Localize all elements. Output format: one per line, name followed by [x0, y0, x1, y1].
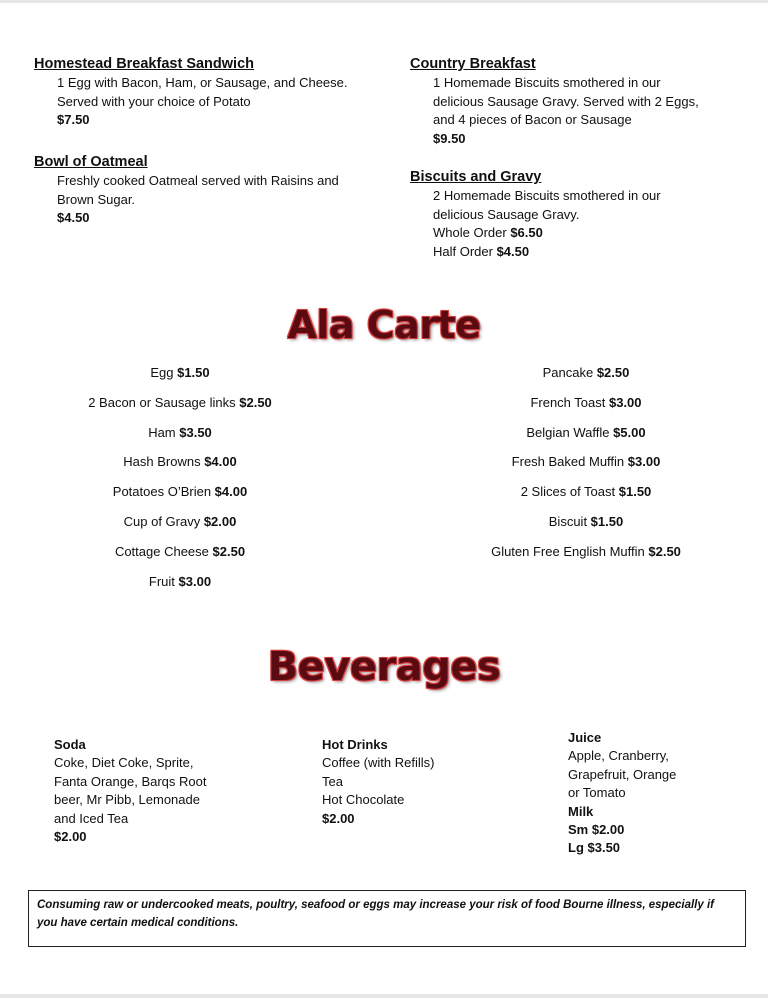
food-safety-notice: Consuming raw or undercooked meats, poultry, seafood or eggs may increase your risk of food Bourne illness, especially if you have certain medical conditions.	[28, 890, 746, 947]
half-order-label: Half Order	[433, 243, 497, 259]
item-name: French Toast	[530, 394, 609, 410]
milk-title: Milk	[568, 803, 594, 819]
list-item	[30, 481, 330, 511]
item-desc-line: and 4 pieces of Bacon or Sausage	[433, 112, 632, 127]
item-name: Potatoes O’Brien	[112, 484, 215, 500]
whole-order-label: Whole Order	[433, 225, 511, 240]
item-name: Fruit	[148, 573, 179, 589]
item-price: $9.50	[433, 130, 466, 146]
list-item	[30, 571, 330, 601]
item-name: 2 Bacon or Sausage links	[88, 394, 240, 410]
beverage-line: or Tomato	[568, 785, 626, 801]
list-item	[30, 451, 330, 481]
list-item	[30, 392, 330, 422]
item-name: 2 Slices of Toast	[520, 484, 619, 500]
menu-item-country-breakfast	[410, 55, 750, 148]
list-item	[436, 362, 736, 392]
item-price: $2.50	[239, 394, 272, 410]
beverage-title: Soda	[54, 737, 86, 752]
item-price: $2.50	[648, 543, 681, 559]
item-price: $1.50	[590, 513, 624, 529]
item-title: Country Breakfast	[410, 56, 536, 72]
item-desc-line: 2 Homemade Biscuits smothered in our	[433, 188, 661, 203]
beverage-line: Coke, Diet Coke, Sprite,	[54, 755, 194, 771]
item-price: $2.50	[596, 365, 630, 380]
item-name: Cottage Cheese	[114, 543, 213, 559]
half-order-line	[410, 243, 750, 262]
beverage-line: Tea	[322, 773, 343, 789]
list-item	[30, 511, 330, 541]
item-price: $1.50	[177, 365, 210, 380]
page-bottom-edge	[0, 994, 768, 998]
page-top-edge	[0, 0, 768, 3]
item-price: $3.50	[179, 424, 212, 440]
beverage-price: $2.00	[54, 829, 87, 845]
beverage-price: $2.00	[322, 810, 355, 826]
beverage-line: Apple, Cranberry,	[568, 748, 669, 764]
item-price: $3.00	[178, 573, 212, 589]
item-price: $4.00	[204, 454, 237, 470]
item-title: Homestead Breakfast Sandwich	[34, 56, 254, 72]
list-item	[30, 362, 330, 392]
list-item	[30, 422, 330, 452]
half-order-price: $4.50	[496, 243, 530, 259]
item-desc-line: 1 Homemade Biscuits smothered in our	[433, 75, 661, 90]
item-price: $2.00	[203, 513, 237, 529]
item-desc-line: delicious Sausage Gravy.	[433, 206, 580, 222]
ala-carte-heading: Ala Carte	[287, 303, 481, 347]
item-price: $2.50	[212, 543, 246, 559]
beverage-line: and Iced Tea	[54, 810, 129, 826]
item-desc-line: 1 Egg with Bacon, Ham, or Sausage, and Cheese.	[57, 75, 348, 90]
item-price: $3.00	[608, 394, 642, 410]
item-name: Biscuit	[548, 513, 591, 529]
list-item	[436, 422, 736, 452]
beverage-hot-drinks	[322, 736, 522, 828]
beverage-line: Hot Chocolate	[322, 792, 405, 808]
item-desc-line: Freshly cooked Oatmeal served with Raisins and	[57, 173, 339, 188]
item-title: Bowl of Oatmeal	[34, 154, 148, 170]
item-title: Biscuits and Gravy	[410, 169, 542, 185]
item-name: Belgian Waffle	[526, 424, 614, 440]
item-price: $4.50	[57, 210, 90, 225]
beverage-title: Hot Drinks	[322, 737, 388, 752]
beverages-heading: Beverages	[267, 644, 501, 690]
beverage-line: Grapefruit, Orange	[568, 766, 677, 782]
menu-item-biscuits-gravy	[410, 168, 750, 261]
ala-carte-left-list	[30, 362, 330, 600]
milk-large-price: Lg $3.50	[568, 840, 621, 856]
item-name: Pancake	[542, 365, 597, 380]
list-item	[436, 541, 736, 571]
item-desc-line: Served with your choice of Potato	[57, 93, 251, 109]
item-price: $1.50	[618, 484, 652, 500]
item-desc-line: Brown Sugar.	[57, 191, 136, 207]
list-item	[436, 451, 736, 481]
milk-small-price: Sm $2.00	[568, 822, 625, 838]
menu-item-homestead	[34, 55, 394, 130]
list-item	[436, 511, 736, 541]
item-price: $3.00	[627, 454, 661, 470]
item-name: Ham	[148, 424, 180, 440]
menu-item-oatmeal	[34, 153, 394, 228]
item-name: Hash Browns	[123, 454, 205, 470]
item-price: $7.50	[57, 112, 90, 127]
beverage-line: Coffee (with Refills)	[322, 755, 435, 771]
item-price: $5.00	[613, 424, 646, 440]
item-name: Gluten Free English Muffin	[491, 543, 649, 559]
beverage-line: beer, Mr Pibb, Lemonade	[54, 792, 200, 808]
beverage-juice-milk	[568, 729, 748, 858]
item-name: Egg	[150, 365, 178, 380]
list-item	[30, 541, 330, 571]
whole-order-line	[410, 224, 750, 243]
item-name: Cup of Gravy	[123, 513, 204, 529]
list-item	[436, 392, 736, 422]
item-desc-line: delicious Sausage Gravy. Served with 2 Eggs,	[433, 93, 699, 109]
beverage-soda	[54, 736, 274, 846]
beverage-line: Fanta Orange, Barqs Root	[54, 773, 207, 789]
whole-order-price: $6.50	[510, 225, 543, 240]
ala-carte-right-list	[436, 362, 736, 571]
beverage-title: Juice	[568, 730, 602, 745]
list-item	[436, 481, 736, 511]
item-name: Fresh Baked Muffin	[511, 454, 628, 470]
item-price: $4.00	[214, 484, 248, 500]
